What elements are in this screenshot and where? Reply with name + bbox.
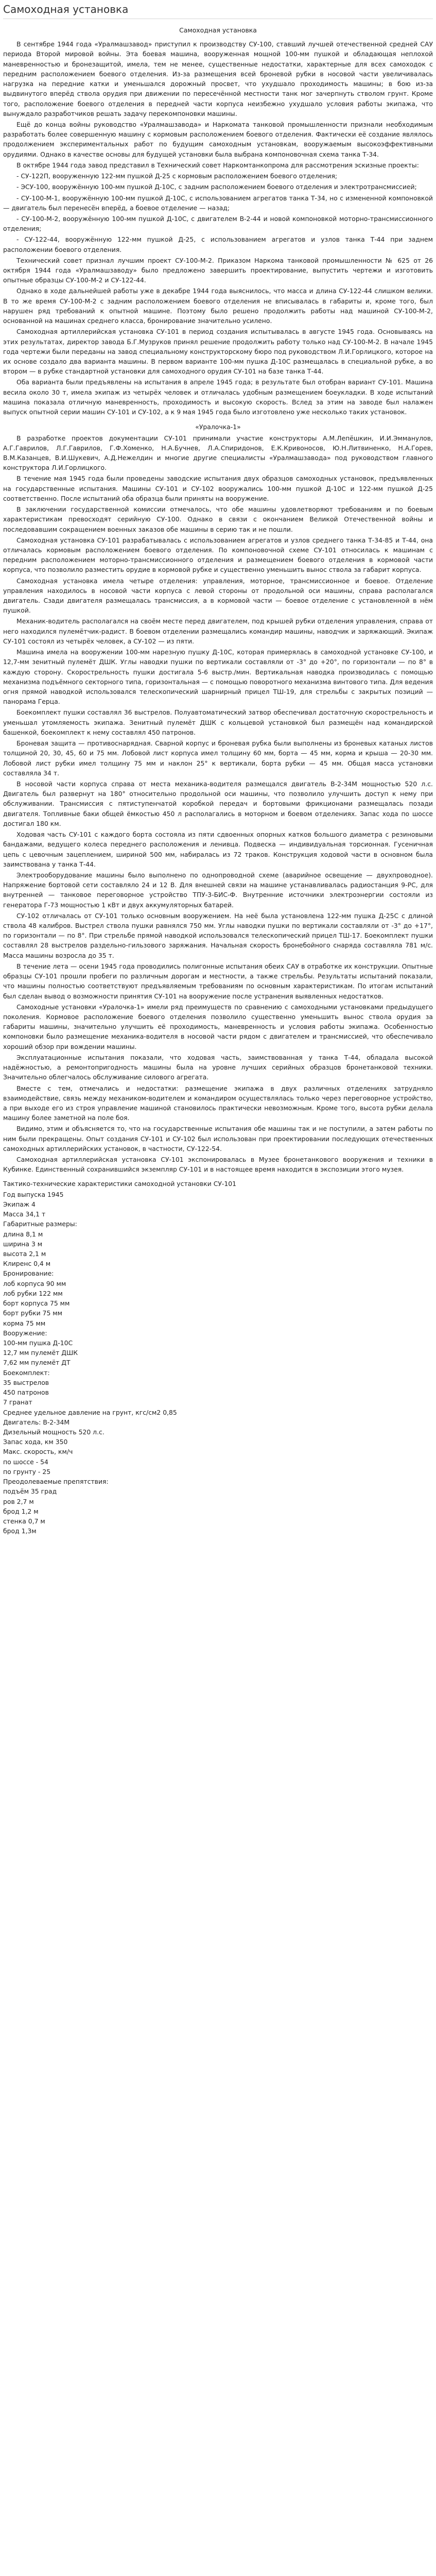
spec-row: Клиренс 0,4 м xyxy=(3,1260,51,1268)
spec-row: Макс. скорость, км/ч xyxy=(3,1448,73,1456)
article-paragraph: Машина имела на вооружении 100-мм нарезную пушку Д-10С, которая примерялась в самоходной установке СУ-100, и 12,7-мм зенитный пулемёт ДШК. Углы наводки пушки по вертикали составляли от -3° до +20°, по горизонтали — по 8° в каждую сторону. Скорострельность пушки достигала 5-6 выстр./мин. Вертикальная наводка производилась с помощью механизма подъёмного секторного типа, горизонтальная — с помощью поворотного механизма винтового типа. Для ведения огня прямой наводкой использовался телескопический шарнирный прицел ТШ-19, для стрельбы с закрытых позиций — панорама Герца. xyxy=(3,648,433,706)
spec-row: длина 8,1 м xyxy=(3,1230,43,1238)
spec-row: Габаритные размеры: xyxy=(3,1220,77,1228)
article-paragraph: В течение лета — осени 1945 года проводились полигонные испытания обеих САУ в отработке их конструкции. Опытные образцы СУ-101 прошли пробеги по различным дорогам и местности, а также стрельбы. Результаты испытаний показали, что машины полностью соответствуют предъявляемым требованиям по основным характеристикам. По итогам испытаний был сделан вывод о возможности принятия СУ-101 на вооружение после устранения выявленных недостатков. xyxy=(3,962,433,1000)
article-paragraph: В октябре 1944 года завод представил в Технический совет Наркомтанкопрома для рассмотрения эскизные проекты: xyxy=(16,161,419,169)
spec-row: брод 1,3м xyxy=(3,1527,37,1535)
article-paragraph: В разработке проектов документации СУ-101 принимали участие конструкторы А.М.Лепёшкин, И.И.Эмманулов, А.Г.Гаврилов, Л.Г.Гаврилов, Г.Ф.Хоменко, Н.А.Бучнев, Л.А.Спиридонов, Е.К.Кривоносов, Ю.Н.Литвиненко, Н.А.Горев, В.М.Казанцев, В.И.Шукевич, А.Д.Нежелдин и многие другие специалисты «Уралмашзавода» под руководством главного конструктора Л.И.Горлицкого. xyxy=(3,434,433,472)
spec-row: Дизельный мощность 520 л.с. xyxy=(3,1428,104,1436)
spec-row: брод 1,2 м xyxy=(3,1507,39,1515)
spec-row: корма 75 мм xyxy=(3,1319,46,1327)
spec-row: Среднее удельное давление на грунт, кгс/см2 0,85 xyxy=(3,1408,177,1416)
article-paragraph: - СУ-122-44, вооружённую 122-мм пушкой Д-25, с использованием агрегатов и узлов танка Т-44 при заднем расположении боевого отделения. xyxy=(3,235,433,253)
spec-row: Преодолеваемые препятствия: xyxy=(3,1478,109,1486)
article-paragraph: Броневая защита — противоснарядная. Сварной корпус и броневая рубка были выполнены из броневых катаных листов толщиной 20, 30, 45, 60 и 75 мм. Лобовой лист корпуса имел толщину 60 мм, борта — 45 мм, корма и крыша — 20-30 мм. Лобовой лист рубки имел толщину 75 мм и наклон 25° к вертикали, борта рубки — 45 мм. Общая масса установки составляла 34 т. xyxy=(3,739,433,777)
article-paragraph: Самоходная артиллерийская установка СУ-101 экспонировалась в Музее бронетанкового вооружения и техники в Кубинке. Единственный сохранившийся экземпляр СУ-101 и в настоящее время находится в экспозиции этого музея. xyxy=(3,1156,433,1174)
article-paragraph: - СУ-100-М-1, вооружённую 100-мм пушкой Д-10С, с использованием агрегатов танка Т-34, но с измененной компоновкой — двигатель был перенесён вперёд, а боевое отделение — назад; xyxy=(3,194,433,212)
spec-row: Экипаж 4 xyxy=(3,1200,36,1208)
article-paragraph: Технический совет признал лучшим проект СУ-100-М-2. Приказом Наркома танковой промышленности № 625 от 26 октября 1944 года «Уралмашзаводу» было предложено завершить проектирование, выпустить чертежи и изготовить опытные образцы СУ-100-М-2 и СУ-122-44. xyxy=(3,256,433,284)
spec-row: Масса 34,1 т xyxy=(3,1210,46,1218)
article-paragraph: В носовой части корпуса справа от места механика-водителя размещался двигатель В-2-34М мощностью 520 л.с. Двигатель был развернут на 180° относительно продольной оси машины, что позволило улучшить доступ к нему при обслуживании. Трансмиссия с пятиступенчатой коробкой передач и бортовыми фрикционами размещалась позади двигателя. Топливные баки общей ёмкостью 450 л располагались в моторном и боевом отделениях. Запас хода по шоссе достигал 180 км. xyxy=(3,779,433,827)
spec-row: Вооружение: xyxy=(3,1329,47,1337)
spec-row: лоб рубки 122 мм xyxy=(3,1289,63,1297)
article-paragraph: Ещё до конца войны руководство «Уралмашзавода» и Наркомата танковой промышленности признали необходимым разработать более совершенную машину с кормовым расположением боевого отделения. Фактически её создание являлось продолжением экспериментальных работ по будущим самоходным установкам, вооружаемым высокоэффективными орудиями. Однако в качестве основы для будущей установки была выбрана компоновочная схема танка Т-34. xyxy=(3,120,433,158)
spec-row: Двигатель: В-2-34М xyxy=(3,1418,70,1426)
article-paragraph: Боекомплект пушки составлял 36 выстрелов. Полуавтоматический затвор обеспечивал достаточную скорострельность и уменьшал утомляемость экипажа. Зенитный пулемёт ДШК с кольцевой установкой был размещён над командирской башенкой, боекомплект к нему составлял 450 патронов. xyxy=(3,708,433,736)
spec-row: 450 патронов xyxy=(3,1388,49,1397)
spec-row: Запас хода, км 350 xyxy=(3,1438,68,1446)
spec-row: борт рубки 75 мм xyxy=(3,1309,62,1317)
article-paragraph: - СУ-122П, вооруженную 122-мм пушкой Д-25 с кормовым расположением боевого отделения; xyxy=(16,172,338,180)
article-paragraph: Самоходная установка имела четыре отделения: управления, моторное, трансмиссионное и боевое. Отделение управления находилось в носовой части корпуса с левой стороны от продольной оси машины, справа располагался двигатель. Сзади двигателя размещалась трансмиссия, а в кормовой части — боевое отделение с установленной в нём пушкой. xyxy=(3,577,433,615)
article-paragraph: Оба варианта были предъявлены на испытания в апреле 1945 года; в результате был отобран вариант СУ-101. Машина весила около 30 т, имела экипаж из четырёх человек и отличалась удобным размещением боеукладки. В ходе испытаний машина показала отличную маневренность, проходимость и высокую скорость. Вслед за этим на заводе был налажен выпуск опытной серии машин СУ-101 и СУ-102, а к 9 мая 1945 года было изготовлено уже несколько таких установок. xyxy=(3,378,433,416)
specifications xyxy=(3,1179,433,1536)
article-paragraph: Ходовая часть СУ-101 с каждого борта состояла из пяти сдвоенных опорных катков большого диаметра с резиновыми бандажами, ведущего колеса переднего расположения и ленивца. Подвеска — индивидуальная торсионная. Гусеничная цепь с цевочным зацеплением, шириной 500 мм, набиралась из 72 траков. Конструкция ходовой части в основном была заимствована у танка Т-44. xyxy=(3,831,433,868)
spec-row: лоб корпуса 90 мм xyxy=(3,1279,66,1287)
article-paragraph: - СУ-100-М-2, вооружённую 100-мм пушкой Д-10С, с двигателем В-2-44 и новой компоновкой моторно-трансмиссионного отделения; xyxy=(3,214,433,233)
spec-row: ширина 3 м xyxy=(3,1240,43,1248)
spec-row: борт корпуса 75 мм xyxy=(3,1299,70,1308)
spec-row: 100-мм пушка Д-10С xyxy=(3,1339,73,1347)
spec-row: Год выпуска 1945 xyxy=(3,1190,64,1198)
article-paragraph: В сентябре 1944 года «Уралмашзавод» приступил к производству СУ-100, ставший лучшей отечественной средней САУ периода Второй мировой войны. Эта боевая машина, вооруженная мощной 100-мм пушкой и обладающая неплохой маневренностью и бронезащитой, имела, тем не менее, существенные недостатки, характерные для всех самоходок с передним расположением боевого отделения. Из-за размещения всей броневой рубки в носовой части увеличивалась нагрузка на передние катки и уменьшался дорожный просвет, что ухудшало проходимость машины; в бою из-за выдвинутого вперёд ствола орудия при движении по пересечённой местности танк мог зачерпнуть стволом грунт. Кроме того, расположение боевого отделения в передней части корпуса неизбежно ухудшало условия работы экипажа, что вынуждало разработчиков решать задачу перекомпоновки машины. xyxy=(3,40,433,117)
article-paragraph: Самоходная артиллерийская установка СУ-101 в период создания испытывалась в августе 1945 года. Основываясь на этих результатах, директор завода Б.Г.Музруков принял решение продолжить работу только над СУ-100-М-2. В начале 1945 года чертежи были переданы на завод специальному конструкторскому бюро под руководством Л.И.Горлицкого, которое на их основе создало два варианта машины. В первом варианте 100-мм пушка Д-10С размещалась в специальной рубке, а во втором — в рубке стандартной установки для самоходного орудия СУ-101 на базе танка Т-44. xyxy=(3,328,433,376)
article-paragraph: Эксплуатационные испытания показали, что ходовая часть, заимствованная у танка Т-44, обладала высокой надёжностью, а ремонтопригодность машины была на уровне лучших серийных образцов бронетанковой техники. Значительно облегчалось обслуживание силового агрегата. xyxy=(3,1053,433,1081)
spec-row: высота 2,1 м xyxy=(3,1250,46,1258)
spec-row: подъём 35 град xyxy=(3,1487,57,1496)
article-paragraph: Механик-водитель располагался на своём месте перед двигателем, под крышей рубки отделения управления, справа от него находился пулемётчик-радист. В боевом отделении размещались командир машины, наводчик и заряжающий. Экипаж СУ-101 состоял из четырёх человек, а СУ-102 — из пяти. xyxy=(3,617,433,645)
article-paragraph: «Уралочка-1» xyxy=(195,423,241,431)
article-paragraph: СУ-102 отличалась от СУ-101 только основным вооружением. На неё была установлена 122-мм пушка Д-25С с длиной ствола 48 калибров. Выстрел ствола пушки равнялся 750 мм. Углы наводки пушки по вертикали составляли от -3° до +17°, по горизонтали — по 8°. При стрельбе прямой наводкой использовался телескопический прицел ТШ-17. Боекомплект пушки составлял 28 выстрелов раздельно-гильзового заряжания. Начальная скорость бронебойного снаряда составляла 781 м/с. Масса машины возросла до 35 т. xyxy=(3,911,433,959)
article-paragraph: В заключении государственной комиссии отмечалось, что обе машины удовлетворяют требованиям и по боевым характеристикам превосходят серийную СУ-100. Однако в связи с окончанием Великой Отечественной войны и последовавшим сокращением военных заказов обе машины в серию так и не пошли. xyxy=(3,505,433,533)
specifications-list xyxy=(3,1190,433,1536)
article-paragraph: В течение мая 1945 года были проведены заводские испытания двух образцов самоходных установок, предъявленных на государственные испытания. Машины СУ-101 и СУ-102 вооружались 100-мм пушкой Д-10С и 122-мм пушкой Д-25 соответственно. После испытаний оба образца были приняты на вооружение. xyxy=(3,474,433,502)
article-paragraph: Самоходная установка СУ-101 разрабатывалась с использованием агрегатов и узлов среднего танка Т-34-85 и Т-44, она отличалась кормовым расположением боевого отделения. По компоновочной схеме СУ-101 относилась к машинам с передним расположением моторно-трансмиссионного отделения и размещением боевого отделения в кормовой части корпуса, что позволило разместить орудие в кормовой рубке и существенно уменьшить вынос ствола за габарит корпуса. xyxy=(3,536,433,574)
spec-row: 12,7 мм пулемёт ДШК xyxy=(3,1349,78,1357)
article-paragraph: Однако в ходе дальнейшей работы уже в декабре 1944 года выяснилось, что масса и длина СУ-122-44 слишком велики. В то же время СУ-100-М-2 с задним расположением боевого отделения не вписывалась в габариты и, кроме того, был нарушен ряд требований к опытной машине. Поэтому было решено продолжить работы над машиной СУ-100-М-2, основанной на машинах среднего класса, бронирование значительно усилено. xyxy=(3,287,433,325)
spec-row: по грунту - 25 xyxy=(3,1467,51,1476)
article-paragraph: Электрооборудование машины было выполнено по однопроводной схеме (аварийное освещение — двухпроводное). Напряжение бортовой сети составляло 24 и 12 В. Для внешней связи на машине устанавливалась радиостанция 9-РС, для внутренней — танковое переговорное устройство ТПУ-3-БИС-Ф. Внутренние источники электроэнергии состояли из генератора Г-73 мощностью 1 кВт и двух аккумуляторных батарей. xyxy=(3,871,433,909)
article-paragraph: Вместе с тем, отмечались и недостатки: размещение экипажа в двух различных отделениях затрудняло взаимодействие, связь между механиком-водителем и командиром осуществлялась только через переговорное устройство, а при выходе его из строя управление машиной становилось практически невозможным. Кроме того, высота рубки делала машину более заметной на поле боя. xyxy=(3,1084,433,1122)
specifications-heading: Тактико-технические характеристики самоходной установки СУ-101 xyxy=(3,1179,237,1188)
spec-row: по шоссе - 54 xyxy=(3,1458,48,1466)
page-title: Самоходная установка xyxy=(3,2,433,19)
spec-row: 7 гранат xyxy=(3,1398,32,1406)
article-body xyxy=(3,25,433,1175)
article-paragraphs xyxy=(3,39,433,1174)
article-paragraph: - ЭСУ-100, вооружённую 100-мм пушкой Д-10С, с задним расположением боевого отделения и электротрансмиссией; xyxy=(16,183,417,191)
spec-row: 7,62 мм пулемёт ДТ xyxy=(3,1359,71,1367)
spec-row: стенка 0,7 м xyxy=(3,1517,45,1525)
spec-row: Боекомплект: xyxy=(3,1368,50,1377)
article-subtitle: Самоходная установка xyxy=(179,26,257,34)
spec-row: 35 выстрелов xyxy=(3,1378,49,1386)
spec-row: Бронирование: xyxy=(3,1269,54,1278)
spec-row: ров 2,7 м xyxy=(3,1497,34,1505)
article-paragraph: Видимо, этим и объясняется то, что на государственные испытания обе машины так и не поступили, а затем работы по ним были прекращены. Опыт создания СУ-101 и СУ-102 был использован при проектировании последующих отечественных самоходных артиллерийских установок, в частности, СУ-122-54. xyxy=(3,1125,433,1153)
article-paragraph: Самоходные установки «Уралочка-1» имели ряд преимуществ по сравнению с самоходными установками предыдущего поколения. Кормовое расположение боевого отделения позволило существенно уменьшить вынос ствола орудия за габариты машины, значительно улучшить её проходимость, маневренность и условия работы экипажа. Особенностью компоновки было размещение механика-водителя в носовой части рядом с двигателем и трансмиссией, что обеспечивало хороший обзор при вождении машины. xyxy=(3,1003,433,1050)
